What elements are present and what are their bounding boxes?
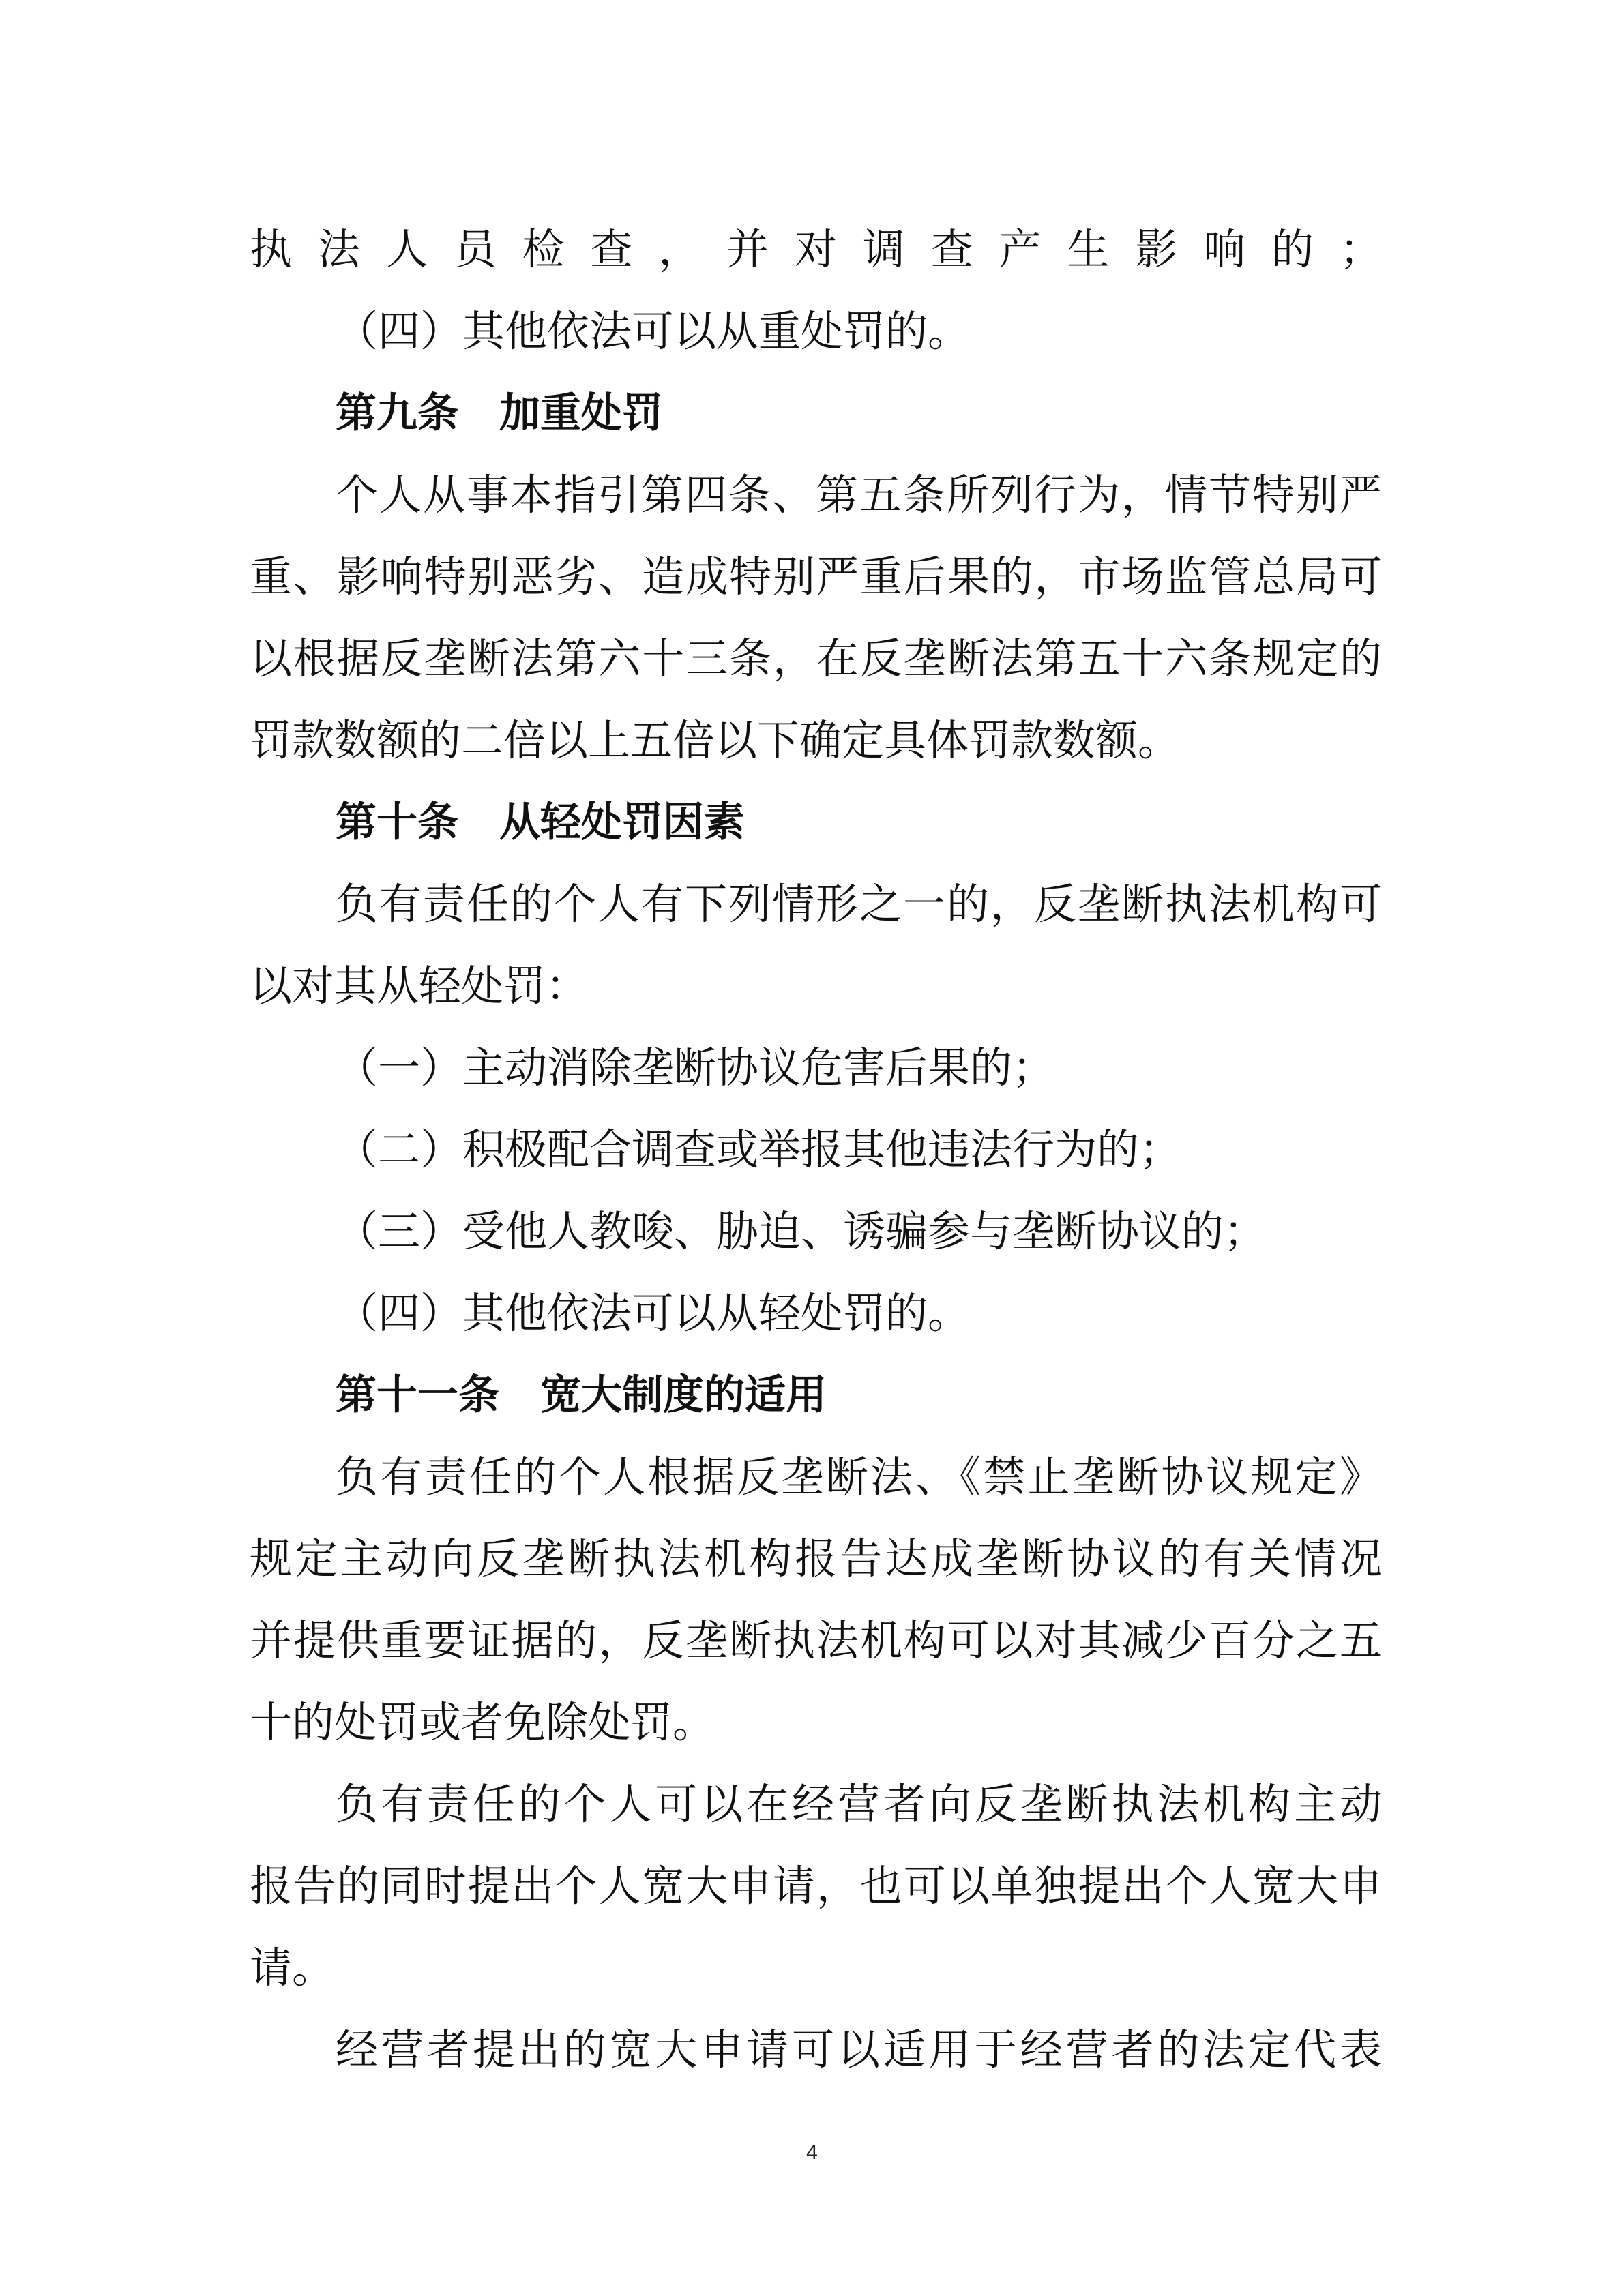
list-item: （三）受他人教唆、胁迫、诱骗参与垄断协议的； [336, 1206, 1267, 1256]
body-line: 负有责任的个人有下列情形之一的，反垄断执法机构可 [336, 879, 1382, 929]
list-item: （四）其他依法可以从重处罚的。 [336, 306, 971, 356]
list-item: （四）其他依法可以从轻处罚的。 [336, 1288, 971, 1338]
body-line: 经营者提出的宽大申请可以适用于经营者的法定代表 [336, 2025, 1382, 2074]
list-item: （二）积极配合调查或举报其他违法行为的； [336, 1124, 1182, 1174]
article-heading: 第十条 从轻处罚因素 [336, 799, 745, 846]
page-number: 4 [806, 2141, 818, 2164]
body-line: 负有责任的个人根据反垄断法、《禁止垄断协议规定》 [336, 1452, 1382, 1502]
article-heading: 第十一条 宽大制度的适用 [336, 1371, 827, 1419]
article-heading: 第九条 加重处罚 [336, 389, 663, 437]
body-line: 请。 [250, 1943, 335, 1993]
list-item: （一）主动消除垄断协议危害后果的； [336, 1043, 1055, 1092]
body-line: 并提供重要证据的，反垄断执法机构可以对其减少百分之五 [250, 1615, 1382, 1665]
body-line: 重、影响特别恶劣、造成特别严重后果的，市场监管总局可 [250, 552, 1382, 601]
body-line: 执法人员检查，并对调查产生影响的； [250, 224, 1382, 274]
body-line: 报告的同时提出个人宽大申请，也可以单独提出个人宽大申 [250, 1861, 1382, 1911]
body-line: 个人从事本指引第四条、第五条所列行为，情节特别严 [336, 470, 1382, 520]
body-line: 规定主动向反垄断执法机构报告达成垄断协议的有关情况 [250, 1534, 1382, 1583]
body-line: 以对其从轻处罚： [250, 961, 589, 1011]
body-line: 以根据反垄断法第六十三条，在反垄断法第五十六条规定的 [250, 633, 1382, 683]
body-line: 罚款数额的二倍以上五倍以下确定具体罚款数额。 [250, 715, 1181, 765]
body-line: 十的处罚或者免除处罚。 [250, 1697, 715, 1747]
body-line: 负有责任的个人可以在经营者向反垄断执法机构主动 [336, 1779, 1382, 1829]
